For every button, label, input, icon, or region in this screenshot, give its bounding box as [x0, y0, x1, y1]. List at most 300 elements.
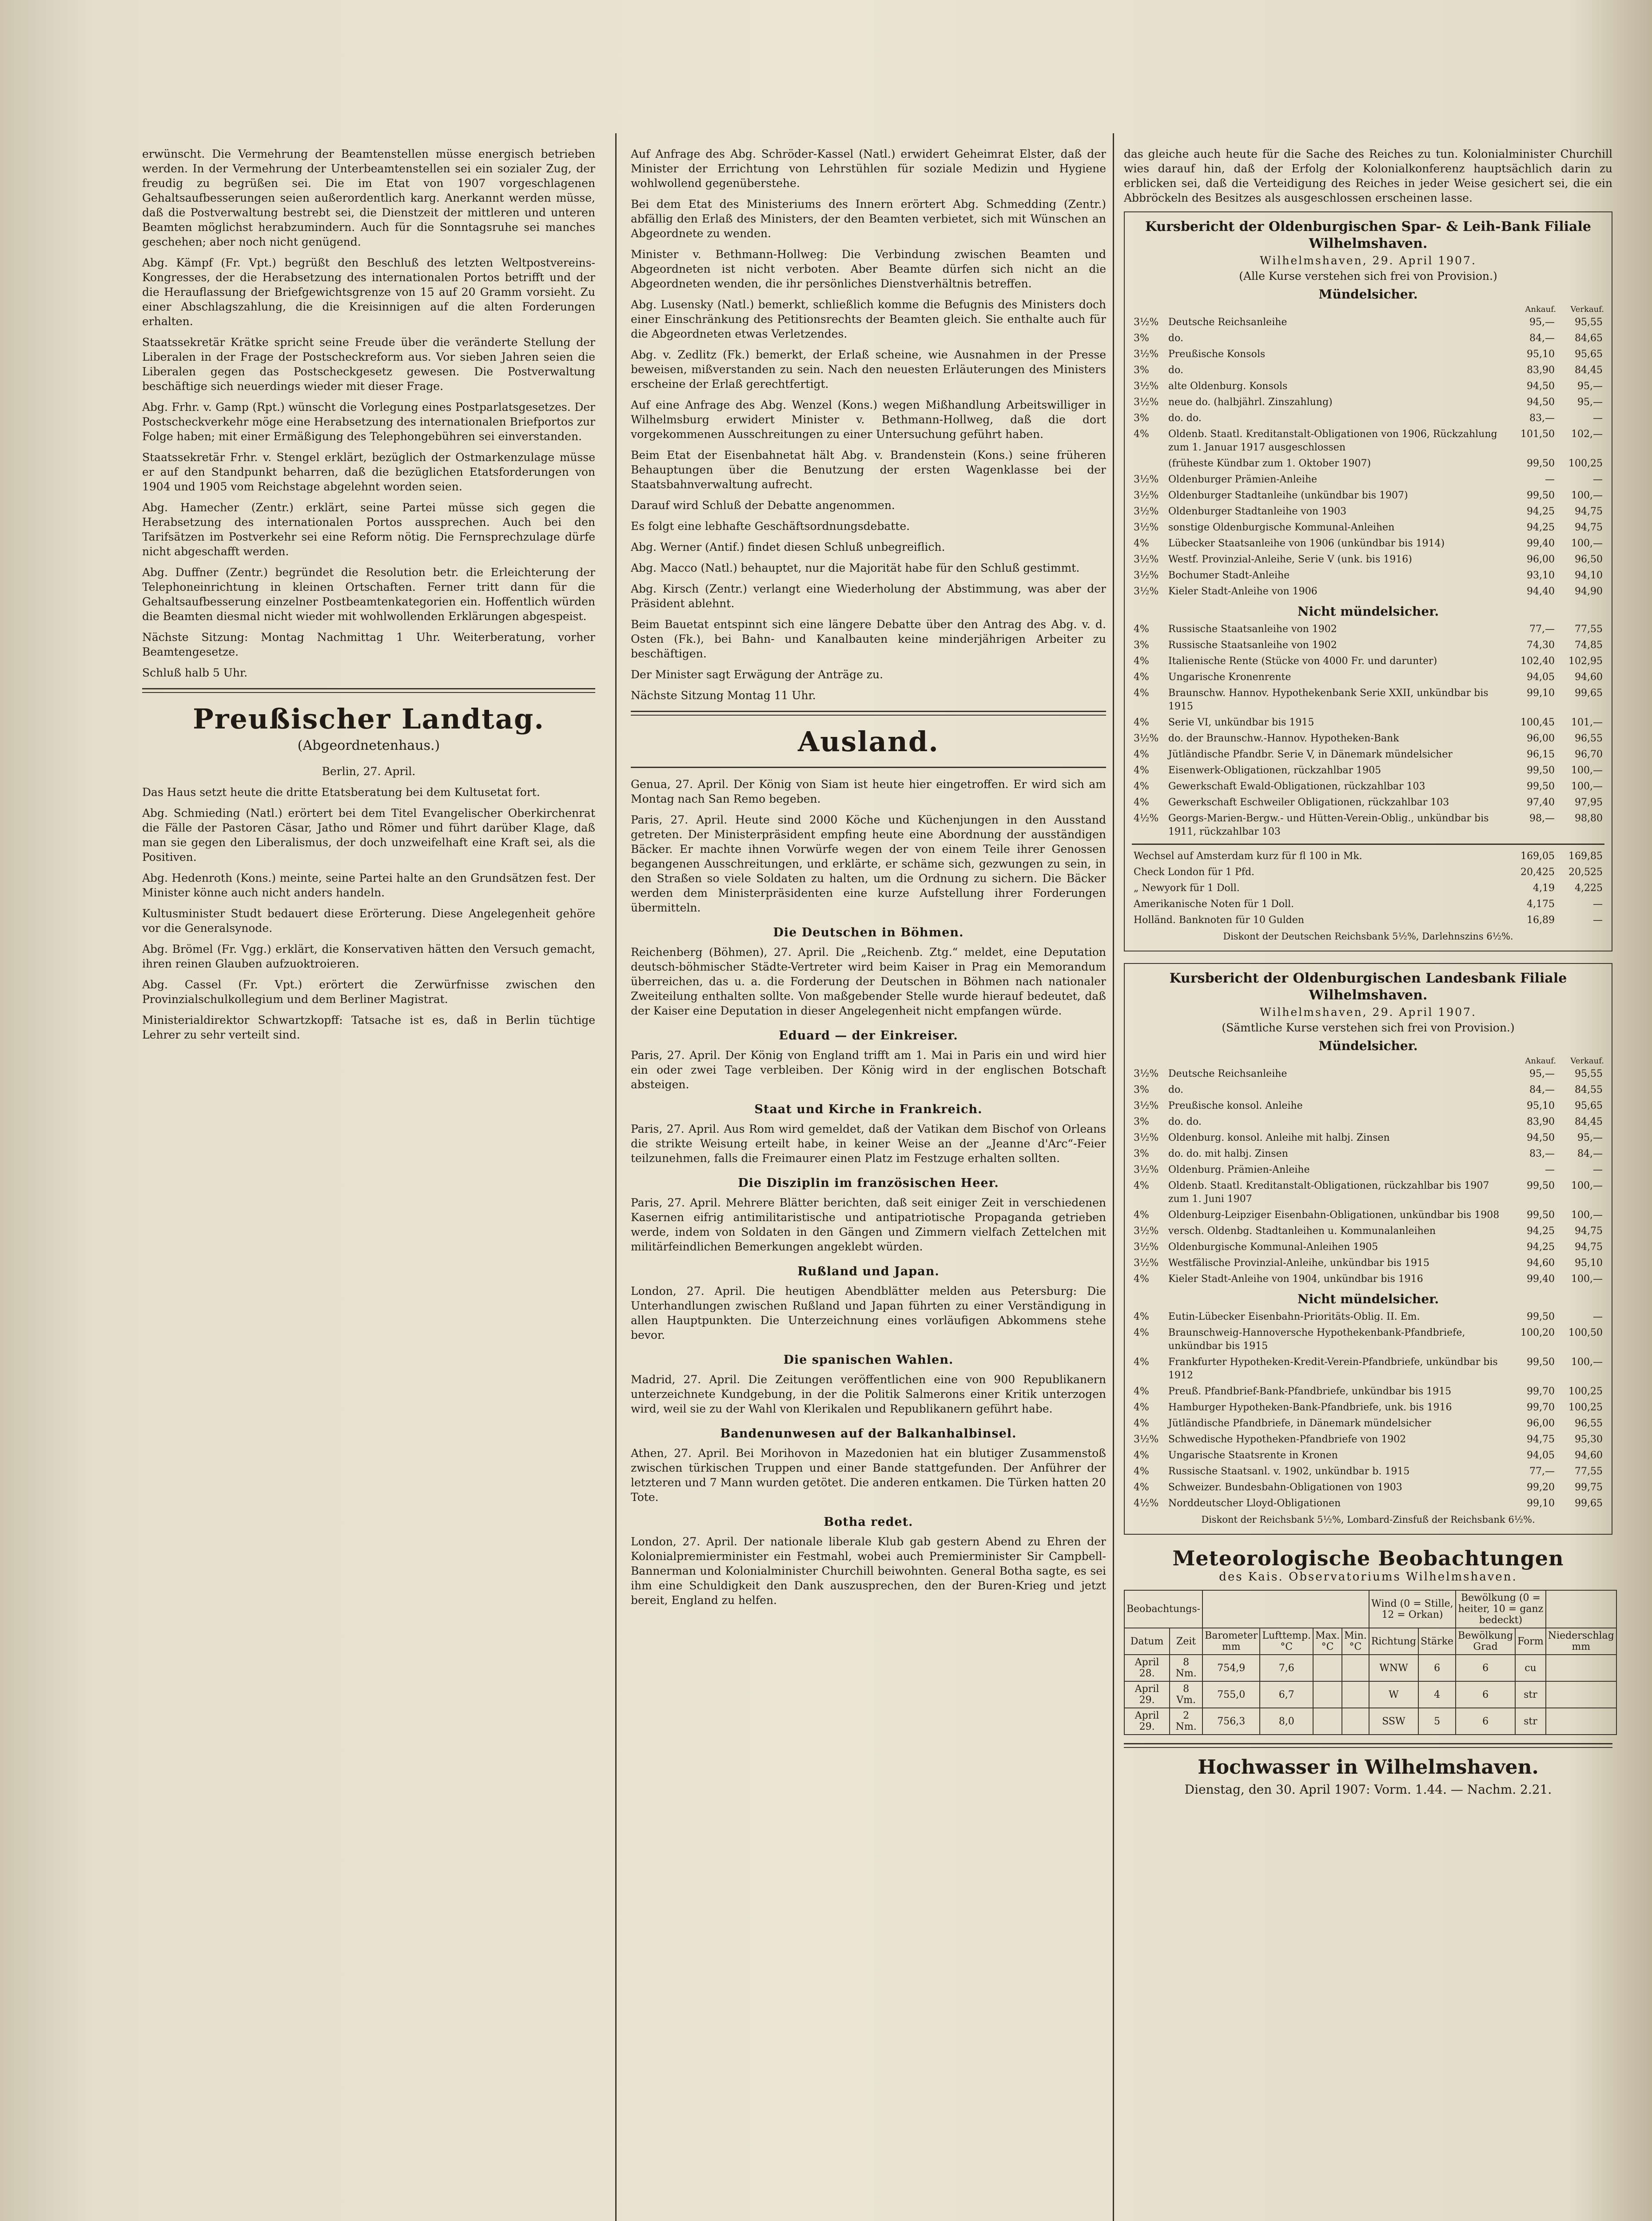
rate-verkauf: 96,55: [1575, 733, 1603, 744]
rate-ankauf: 94,05: [1527, 672, 1555, 683]
met-cell: April 29.: [1124, 1708, 1170, 1735]
section-text: Reichenberg (Böhmen), 27. April. Die „Reichenb. Ztg.“ meldet, eine Deputation deutsch-böhmischer Städte-Vertreter wird beim Kaiser in Prag ein Memorandum überreichen, das u. a. die Forderung der Deutschen in Böhmen nach nationaler Zweiteilung enthalten sollte. Von maßgebender Stelle wurde hierauf bedeutet, daß der Kaiser eine Deputation in dieser Angelegenheit nicht empfangen würde.: [631, 946, 1106, 1017]
rate-name: Deutsche Reichsanleihe: [1168, 317, 1287, 328]
rate-percent: 3½%: [1134, 381, 1159, 392]
rate-name: Oldenburg-Leipziger Eisenbahn-Obligationen, unkündbar bis 1908: [1168, 1210, 1500, 1221]
met-cell: SSW: [1369, 1708, 1418, 1735]
news-section: [631, 1176, 1106, 1254]
rate-name: do.: [1168, 333, 1183, 344]
article-paragraph: Nächste Sitzung: Montag Nachmittag 1 Uhr. Weiterberatung, vorher Beamtengesetze.: [142, 631, 595, 658]
rate-ankauf: 83,—: [1529, 1148, 1555, 1159]
rate-ankauf: 74,30: [1527, 640, 1555, 651]
rate-percent: 4%: [1134, 688, 1149, 699]
section-title: Die Deutschen in Böhmen.: [773, 926, 964, 939]
rate-verkauf: —: [1593, 1311, 1603, 1322]
rate-ankauf: 102,40: [1521, 656, 1555, 667]
rate-verkauf: 102,95: [1568, 656, 1603, 667]
section-title: Rußland und Japan.: [797, 1265, 939, 1278]
rate-name: Lübecker Staatsanleihe von 1906 (unkündbar bis 1914): [1168, 538, 1445, 549]
met-header: Niederschlag mm: [1546, 1628, 1616, 1655]
rate-verkauf: 94,75: [1575, 1226, 1603, 1237]
news-section: [631, 1515, 1106, 1608]
met-cell: 5: [1418, 1708, 1456, 1735]
rate-name: Preußische Konsols: [1168, 349, 1266, 360]
rate-verkauf: 95,—: [1577, 397, 1603, 408]
rate-verkauf: 100,50: [1568, 1327, 1603, 1338]
rate-row: [1132, 1271, 1604, 1287]
rate-verkauf: 84,45: [1575, 1116, 1603, 1127]
box-title: Kursbericht der Oldenburgischen Landesbank Filiale Wilhelmshaven.: [1169, 971, 1567, 1003]
landtag-paragraph: Berlin, 27. April.: [322, 765, 416, 778]
rate-name: Oldenburg. konsol. Anleihe mit halbj. Zinsen: [1168, 1132, 1390, 1143]
fx-row: [1132, 848, 1604, 864]
article-paragraph: Auf eine Anfrage des Abg. Wenzel (Kons.) wegen Mißhandlung Arbeitswilliger in Wilhelmsburg erwidert Minister v. Bethmann-Hollweg, daß die dort vorgekommenen Ausschreitungen zu einer Untersuchung geführt haben.: [631, 398, 1106, 441]
rate-verkauf: 100,—: [1571, 1180, 1603, 1191]
rate-percent: 4%: [1134, 656, 1149, 667]
news-section: [631, 1353, 1106, 1416]
rates-table: [1132, 304, 1604, 600]
rate-ankauf: 94,75: [1527, 1434, 1555, 1445]
rate-verkauf: 95,10: [1575, 1258, 1603, 1269]
rate-ankauf: 96,00: [1527, 733, 1555, 744]
rate-percent: 3½%: [1134, 490, 1159, 501]
rate-name: Preuß. Pfandbrief-Bank-Pfandbriefe, unkündbar bis 1915: [1168, 1386, 1452, 1397]
landtag-paragraph: Abg. Brömel (Fr. Vgg.) erklärt, die Konservativen hätten den Versuch gemacht, ihren reinen Glauben aufzuoktroieren.: [142, 943, 595, 970]
rate-row: [1132, 1400, 1604, 1416]
rate-row: [1132, 536, 1604, 552]
met-cell: 756,3: [1202, 1708, 1260, 1735]
met-row: [1124, 1655, 1616, 1681]
hochwasser-line: Dienstag, den 30. April 1907: Vorm. 1.44. — Nachm. 2.21.: [1184, 1782, 1552, 1797]
rate-percent: 3½%: [1134, 570, 1159, 581]
section-text: Paris, 27. April. Mehrere Blätter berichten, daß seit einiger Zeit in verschiedenen Kasernen eifrig antimilitaristische und antipatriotische Propaganda getrieben werde, indem von Soldaten in den Gängen und Zimmern vielfach Zettelchen mit militärfeindlichen Bemerkungen angeklebt würden.: [631, 1196, 1106, 1253]
rate-ankauf: 94,40: [1527, 586, 1555, 597]
met-cell: 2 Nm.: [1170, 1708, 1202, 1735]
met-header: Form: [1515, 1628, 1546, 1655]
rate-verkauf: 77,55: [1575, 624, 1603, 635]
rate-ankauf: 99,10: [1527, 688, 1555, 699]
fx-row: [1132, 912, 1604, 928]
rate-verkauf: 95,65: [1575, 349, 1603, 360]
fx-row: [1132, 880, 1604, 896]
article-paragraph: Auf Anfrage des Abg. Schröder-Kassel (Natl.) erwidert Geheimrat Elster, daß der Minister der Errichtung von Lehrstühlen für soziale Medizin und Hygiene wohlwollend gegenüberstehe.: [631, 147, 1106, 190]
met-cell: 6,7: [1260, 1681, 1313, 1708]
rate-ankauf: 94,05: [1527, 1450, 1555, 1461]
divider: [1132, 844, 1604, 845]
col-verkauf: Verkauf.: [1570, 305, 1604, 314]
rate-ankauf: 94,60: [1527, 1258, 1555, 1269]
met-table: [1124, 1590, 1617, 1735]
met-cell: 4: [1418, 1681, 1456, 1708]
met-cell: 6: [1456, 1655, 1515, 1681]
rate-percent: 3%: [1134, 1116, 1149, 1127]
met-group-cloud: Bewölkung (0 = heiter, 10 = ganz bedeckt): [1456, 1590, 1546, 1628]
rate-percent: 4%: [1134, 765, 1149, 776]
met-cell: [1342, 1655, 1369, 1681]
rate-row: [1132, 1480, 1604, 1496]
rate-row: [1132, 1207, 1604, 1223]
rate-row: [1132, 621, 1604, 637]
met-cell: 6: [1418, 1655, 1456, 1681]
rate-percent: 3½%: [1134, 317, 1159, 328]
landtag-paragraph: Abg. Cassel (Fr. Vpt.) erörtert die Zerwürfnisse zwischen den Provinzialschulkollegium und dem Berliner Magistrat.: [142, 978, 595, 1006]
rates-table: [1132, 621, 1604, 840]
rate-row: [1132, 346, 1604, 362]
rate-row: [1132, 1325, 1604, 1354]
rate-name: do. do.: [1168, 1116, 1202, 1127]
landtag-paragraph: Das Haus setzt heute die dritte Etatsberatung bei dem Kultusetat fort.: [142, 786, 540, 799]
rate-verkauf: 96,55: [1575, 1418, 1603, 1429]
rate-name: Norddeutscher Lloyd-Obligationen: [1168, 1498, 1341, 1509]
met-cell: [1313, 1681, 1342, 1708]
met-row: [1124, 1708, 1616, 1735]
rate-row: [1132, 1354, 1604, 1384]
box-note: (Alle Kurse verstehen sich frei von Provision.): [1239, 270, 1497, 283]
rate-percent: 4%: [1134, 717, 1149, 728]
rate-ankauf: 94,25: [1527, 506, 1555, 517]
rate-row: [1132, 472, 1604, 488]
rate-row: [1132, 1082, 1604, 1098]
rate-verkauf: 96,50: [1575, 554, 1603, 565]
box-head: Mündelsicher.: [1318, 1039, 1418, 1053]
rate-row: [1132, 763, 1604, 779]
met-header: Max. °C: [1313, 1628, 1342, 1655]
article-paragraph: Nächste Sitzung Montag 11 Uhr.: [631, 689, 816, 702]
section-text: Paris, 27. April. Der König von England trifft am 1. Mai in Paris ein und wird hier ein oder zwei Tage verbleiben. Der König wird in der englischen Botschaft absteigen.: [631, 1049, 1106, 1091]
fx-verkauf: 169,85: [1568, 851, 1603, 862]
article-paragraph: erwünscht. Die Vermehrung der Beamtenstellen müsse energisch betrieben werden. In der Vermehrung der Unterbeamtenstellen sei ein sozialer Zug, der freudig zu begrüßen sei. Die im Etat von 1907 vorgeschlagenen Gehaltsaufbesserungen seien außerordentlich karg. Anerkannt werden müsse, daß die Postverwaltung bestrebt sei, die Dienstzeit der mittleren und unteren Beamten möglichst herabzumindern. Auch für die Sonntagsruhe sei manches geschehen; aber noch nicht genügend.: [142, 147, 595, 248]
rate-percent: 4%: [1134, 429, 1149, 440]
rate-ankauf: 95,—: [1529, 1068, 1555, 1079]
section-title: Eduard — der Einkreiser.: [779, 1029, 958, 1043]
met-cell: WNW: [1369, 1655, 1418, 1681]
rate-ankauf: 94,25: [1527, 1226, 1555, 1237]
rate-row: [1132, 1309, 1604, 1325]
rate-ankauf: 94,50: [1527, 397, 1555, 408]
rate-ankauf: 94,25: [1527, 522, 1555, 533]
met-header: Min. °C: [1342, 1628, 1369, 1655]
rate-row: [1132, 504, 1604, 520]
rate-row: [1132, 520, 1604, 536]
box-head: Nicht mündelsicher.: [1297, 604, 1439, 619]
rate-verkauf: 100,25: [1568, 1386, 1603, 1397]
box-title: Kursbericht der Oldenburgischen Spar- & Leih-Bank Filiale Wilhelmshaven.: [1145, 219, 1591, 251]
rate-name: Eutin-Lübecker Eisenbahn-Prioritäts-Oblig. II. Em.: [1168, 1311, 1420, 1322]
met-cell: 8 Nm.: [1170, 1655, 1202, 1681]
rate-ankauf: 84,—: [1529, 333, 1555, 344]
landtag-paragraph: Ministerialdirektor Schwartzkopff: Tatsache ist es, daß in Berlin tüchtige Lehrer zu sehr verteilt sind.: [142, 1014, 595, 1041]
met-cell: [1313, 1655, 1342, 1681]
rate-percent: [1132, 456, 1166, 472]
news-section: [631, 1427, 1106, 1505]
rate-row: [1132, 1066, 1604, 1082]
article-paragraph: Es folgt eine lebhafte Geschäftsordnungsdebatte.: [631, 520, 910, 533]
rate-verkauf: 100,—: [1571, 781, 1603, 792]
met-row: [1124, 1681, 1616, 1708]
rate-ankauf: 99,50: [1527, 1311, 1555, 1322]
article-paragraph: Staatssekretär Krätke spricht seine Freude über die veränderte Stellung der Liberalen in der Frage der Postscheckreform aus. Vor sieben Jahren seien die Liberalen gegen das Postscheckgesetz gewesen. Die Postverwaltung beschäftige sich neuerdings wieder mit dieser Frage.: [142, 336, 595, 393]
met-cell: cu: [1515, 1655, 1546, 1681]
article-paragraph: Bei dem Etat des Ministeriums des Innern erörtert Abg. Schmedding (Zentr.) abfällig den Erlaß des Ministers, der den Beamten verbietet, sich mit Wünschen an Abgeordnete zu wenden.: [631, 198, 1106, 240]
rate-row: [1132, 747, 1604, 763]
rate-ankauf: 95,—: [1529, 317, 1555, 328]
met-cell: April 28.: [1124, 1655, 1170, 1681]
fx-name: „ Newyork für 1 Doll.: [1134, 883, 1240, 894]
rate-name: Russische Staatsanleihe von 1902: [1168, 640, 1337, 651]
rate-name: Westfälische Provinzial-Anleihe, unkündbar bis 1915: [1168, 1258, 1430, 1269]
rate-ankauf: 99,70: [1527, 1402, 1555, 1413]
col-ankauf: Ankauf.: [1525, 1056, 1556, 1066]
rate-row: [1132, 1146, 1604, 1162]
rate-percent: 3%: [1134, 333, 1149, 344]
met-header: Lufttemp. °C: [1260, 1628, 1313, 1655]
rate-name: do. der Braunschw.-Hannov. Hypotheken-Bank: [1168, 733, 1399, 744]
article-paragraph: das gleiche auch heute für die Sache des Reiches zu tun. Kolonialminister Churchill wies darauf hin, daß der Erfolg der Kolonialkonferenz hauptsächlich darin zu erblicken sei, daß die Verteidigung des Reiches in jeder Weise gesichert sei, die ein Abbröckeln des Besitzes als ausgeschlossen erscheinen lasse.: [1124, 147, 1612, 204]
column-1: [142, 147, 595, 1048]
rate-name: Preußische konsol. Anleihe: [1168, 1100, 1303, 1111]
rate-name: versch. Oldenbg. Stadtanleihen u. Kommunalanleihen: [1168, 1226, 1436, 1237]
kursbericht-spar-leih-bank: [1124, 211, 1612, 951]
rate-name: Gewerkschaft Ewald-Obligationen, rückzahlbar 103: [1168, 781, 1425, 792]
rate-name: alte Oldenburg. Konsols: [1168, 381, 1288, 392]
section-text: London, 27. April. Der nationale liberale Klub gab gestern Abend zu Ehren der Kolonialpremierminister ein Festmahl, wobei auch Premierminister Sir Campbell-Bannerman und Kolonialminister Churchill beiwohnten. General Botha sagte, es sei ihm eine Schuldigkeit den Dank auszusprechen, den der Buren-Krieg und jetzt bereit, England zu helfen.: [631, 1535, 1106, 1607]
rate-name: Oldenb. Staatl. Kreditanstalt-Obligationen, rückzahlbar bis 1907 zum 1. Juni 1907: [1168, 1180, 1489, 1205]
rate-row: [1132, 1255, 1604, 1271]
met-cell: [1342, 1681, 1369, 1708]
news-section: [631, 1265, 1106, 1342]
fx-verkauf: —: [1593, 899, 1603, 910]
rate-row: [1132, 779, 1604, 795]
rate-row: [1132, 552, 1604, 568]
rate-row: [1132, 568, 1604, 584]
rate-row: [1132, 1384, 1604, 1400]
met-cell: str: [1515, 1681, 1546, 1708]
met-cell: 8 Vm.: [1170, 1681, 1202, 1708]
rate-ankauf: 77,—: [1529, 624, 1555, 635]
fx-ankauf: 4,175: [1527, 899, 1555, 910]
rate-ankauf: 99,50: [1527, 1210, 1555, 1221]
rate-verkauf: 97,95: [1575, 797, 1603, 808]
rate-verkauf: 99,75: [1575, 1482, 1603, 1493]
ausland-paragraph: Paris, 27. April. Heute sind 2000 Köche und Küchenjungen in den Ausstand getreten. Der Ministerpräsident empfing heute eine Abordnung der ausständigen Bäcker. Er machte ihnen Vorwürfe wegen der von einem Teile ihrer Genossen begangenen Ausschreitungen, und erklärte, er schäme sich, gezwungen zu sein, in den Straßen so viele Soldaten zu halten, um die Ordnung zu sichern. Die Bäcker werden dem Ministerpräsidenten eine kurze Aufstellung ihrer Forderungen übermitteln.: [631, 813, 1106, 914]
rate-percent: 3%: [1134, 1148, 1149, 1159]
section-title: Die Disziplin im französischen Heer.: [738, 1176, 999, 1190]
section-divider: [1124, 1743, 1612, 1748]
met-cell: [1342, 1708, 1369, 1735]
rate-row: [1132, 362, 1604, 378]
section-text: Madrid, 27. April. Die Zeitungen veröffentlichen eine von 900 Republikanern unterzeichnete Kundgebung, in der die Politik Salmerons einer Kritik unterzogen wird, weil sie zu der Wahl von Klerikalen und Republikanern geführt habe.: [631, 1373, 1106, 1415]
article-paragraph: Beim Etat der Eisenbahnetat hält Abg. v. Brandenstein (Kons.) seine früheren Behauptungen über die Benutzung der ersten Wagenklasse bei der Staatsbahnverwaltung aufrecht.: [631, 449, 1106, 491]
column-rule-1: [615, 133, 617, 2221]
rate-percent: 4%: [1134, 1311, 1149, 1322]
rate-ankauf: 83,—: [1529, 413, 1555, 424]
met-cell: str: [1515, 1708, 1546, 1735]
rate-percent: 3%: [1134, 640, 1149, 651]
rate-verkauf: 100,25: [1568, 1402, 1603, 1413]
rate-name: Russische Staatsanl. v. 1902, unkündbar b. 1915: [1168, 1466, 1410, 1477]
rate-percent: 4%: [1134, 1210, 1149, 1221]
rate-verkauf: 94,75: [1575, 1242, 1603, 1253]
fx-table: [1132, 848, 1604, 928]
rate-name: Oldenburger Stadtanleihe (unkündbar bis 1907): [1168, 490, 1408, 501]
rate-percent: 3½%: [1134, 1242, 1159, 1253]
rate-verkauf: 96,70: [1575, 749, 1603, 760]
fx-row: [1132, 896, 1604, 912]
rate-percent: 4½%: [1134, 813, 1159, 824]
rate-verkauf: 94,75: [1575, 522, 1603, 533]
fx-ankauf: 20,425: [1521, 867, 1555, 878]
hochwasser-title: Hochwasser in Wilhelmshaven.: [1198, 1756, 1539, 1779]
rate-row: [1132, 669, 1604, 685]
rate-name: do.: [1168, 1084, 1183, 1095]
rate-percent: 4%: [1134, 1450, 1149, 1461]
rate-row: [1132, 715, 1604, 731]
rate-row: [1132, 1239, 1604, 1255]
rate-row: [1132, 653, 1604, 669]
rate-ankauf: 94,25: [1527, 1242, 1555, 1253]
met-cell: 754,9: [1202, 1655, 1260, 1681]
rate-ankauf: 99,50: [1527, 765, 1555, 776]
rate-ankauf: 99,50: [1527, 1180, 1555, 1191]
col-ankauf: Ankauf.: [1525, 305, 1556, 314]
rate-verkauf: 84,45: [1575, 365, 1603, 376]
rate-percent: 3½%: [1134, 1164, 1159, 1175]
news-section: [631, 1029, 1106, 1092]
met-cell: April 29.: [1124, 1681, 1170, 1708]
news-section: [631, 926, 1106, 1018]
rate-verkauf: —: [1593, 1164, 1603, 1175]
rate-ankauf: 83,90: [1527, 365, 1555, 376]
rate-row: [1132, 1114, 1604, 1130]
rate-row: [1132, 330, 1604, 346]
rates-table: [1132, 1309, 1604, 1512]
rate-name: Georgs-Marien-Bergw.- und Hütten-Verein-Oblig., unkündbar bis 1911, rückzahlbar 103: [1168, 813, 1489, 837]
rate-verkauf: 94,60: [1575, 672, 1603, 683]
rate-percent: 4%: [1134, 1274, 1149, 1285]
rate-row: [1132, 1464, 1604, 1480]
rate-row: [1132, 795, 1604, 811]
article-paragraph: Schluß halb 5 Uhr.: [142, 666, 248, 679]
met-header: Datum: [1124, 1628, 1170, 1655]
box-head: Nicht mündelsicher.: [1297, 1292, 1439, 1306]
news-section: [631, 1103, 1106, 1166]
rate-verkauf: 94,75: [1575, 506, 1603, 517]
rate-ankauf: 99,40: [1527, 1274, 1555, 1285]
rate-ankauf: 98,—: [1529, 813, 1555, 824]
rate-verkauf: 84,65: [1575, 333, 1603, 344]
rate-verkauf: 95,55: [1575, 1068, 1603, 1079]
rate-ankauf: 100,45: [1521, 717, 1555, 728]
rate-name: Frankfurter Hypotheken-Kredit-Verein-Pfandbriefe, unkündbar bis 1912: [1168, 1357, 1498, 1381]
rate-name: Hamburger Hypotheken-Bank-Pfandbriefe, unk. bis 1916: [1168, 1402, 1452, 1413]
rate-ankauf: 96,00: [1527, 554, 1555, 565]
rate-row: [1132, 410, 1604, 426]
article-paragraph: Minister v. Bethmann-Hollweg: Die Verbindung zwischen Beamten und Abgeordneten ist nicht verboten. Aber Beamte dürfen sich nicht an die Abgeordneten wenden, die ihr persönliches Dienstverhältnis betreffen.: [631, 248, 1106, 290]
met-header: Bewölkung Grad: [1456, 1628, 1515, 1655]
rate-name: Braunschw. Hannov. Hypothekenbank Serie XXII, unkündbar bis 1915: [1168, 688, 1489, 712]
rate-verkauf: —: [1593, 474, 1603, 485]
rate-name: Oldenburger Prämien-Anleihe: [1168, 474, 1318, 485]
rate-ankauf: 99,70: [1527, 1386, 1555, 1397]
rate-name: Kieler Stadt-Anleihe von 1906: [1168, 586, 1318, 597]
fx-name: Wechsel auf Amsterdam kurz für fl 100 in Mk.: [1134, 851, 1362, 862]
rate-row: [1132, 314, 1604, 330]
rate-verkauf: 100,25: [1568, 458, 1603, 469]
rate-percent: 4%: [1134, 1466, 1149, 1477]
rate-row: [1132, 394, 1604, 410]
rate-percent: 4%: [1134, 538, 1149, 549]
landtag-paragraph: Abg. Hedenroth (Kons.) meinte, seine Partei halte an den Grundsätzen fest. Der Minister könne auch nicht anders handeln.: [142, 872, 595, 899]
box-head: Mündelsicher.: [1318, 287, 1418, 302]
rate-ankauf: —: [1545, 474, 1555, 485]
rate-ankauf: 99,50: [1527, 490, 1555, 501]
fx-name: Amerikanische Noten für 1 Doll.: [1134, 899, 1294, 910]
fx-ankauf: 4,19: [1533, 883, 1555, 894]
article-paragraph: Abg. Hamecher (Zentr.) erklärt, seine Partei müsse sich gegen die Herabsetzung des internationalen Portos aussprechen. Auch bei den Tarifsätzen im Postverkehr sei eine Reform nötig. Die Fernsprechzulage dürfe nicht abgeschafft werden.: [142, 501, 595, 558]
met-cell: [1546, 1681, 1616, 1708]
rate-row: [1132, 811, 1604, 840]
article-paragraph: Beim Bauetat entspinnt sich eine längere Debatte über den Antrag des Abg. v. d. Osten (Fk.), bei Bahn- und Kanalbauten keine minderjährigen Arbeiter zu beschäftigen.: [631, 618, 1106, 660]
rate-name: Serie VI, unkündbar bis 1915: [1168, 717, 1314, 728]
rate-verkauf: 95,55: [1575, 317, 1603, 328]
rate-verkauf: 98,80: [1575, 813, 1603, 824]
rate-verkauf: 95,30: [1575, 1434, 1603, 1445]
rate-ankauf: 99,50: [1527, 781, 1555, 792]
fx-row: [1132, 864, 1604, 880]
rate-percent: 3%: [1134, 365, 1149, 376]
rate-verkauf: 99,65: [1575, 688, 1603, 699]
rate-percent: 3½%: [1134, 733, 1159, 744]
section-title: Die spanischen Wahlen.: [783, 1353, 954, 1367]
article-paragraph: Staatssekretär Frhr. v. Stengel erklärt, bezüglich der Ostmarkenzulage müsse er auf den Standpunkt beharren, daß die bezüglichen Etatsforderungen von 1904 und 1905 vom Reichstage abgelehnt worden seien.: [142, 451, 595, 493]
rate-percent: 3½%: [1134, 554, 1159, 565]
rate-percent: 4½%: [1134, 1498, 1159, 1509]
rate-name: Ungarische Kronenrente: [1168, 672, 1291, 683]
rate-verkauf: 99,65: [1575, 1498, 1603, 1509]
rate-ankauf: 99,10: [1527, 1498, 1555, 1509]
rate-verkauf: 102,—: [1571, 429, 1603, 440]
met-cell: 8,0: [1260, 1708, 1313, 1735]
rate-percent: 4%: [1134, 1327, 1149, 1338]
rate-name: do. do.: [1168, 413, 1202, 424]
rate-name: (früheste Kündbar zum 1. Oktober 1907): [1168, 458, 1371, 469]
rate-verkauf: 95,—: [1577, 381, 1603, 392]
rate-name: neue do. (halbjährl. Zinszahlung): [1168, 397, 1333, 408]
rate-row: [1132, 1432, 1604, 1448]
rate-verkauf: 100,—: [1571, 1210, 1603, 1221]
rate-name: Braunschweig-Hannoversche Hypothekenbank-Pfandbriefe, unkündbar bis 1915: [1168, 1327, 1465, 1352]
rate-percent: 3%: [1134, 1084, 1149, 1095]
landtag-paragraph: Abg. Schmieding (Natl.) erörtert bei dem Titel Evangelischer Oberkirchenrat die Fälle der Pastoren Cäsar, Jatho und Römer und führt darüber Klage, daß man sie gegen den Liberalismus, der doch unzweifelhaft eine Kraft sei, als die Positiven.: [142, 807, 595, 864]
rate-ankauf: 99,20: [1527, 1482, 1555, 1493]
rate-ankauf: 95,10: [1527, 1100, 1555, 1111]
landtag-subtitle: (Abgeordnetenhaus.): [297, 738, 440, 753]
rate-name: Oldenb. Staatl. Kreditanstalt-Obligationen von 1906, Rückzahlung zum 1. Januar 1917 ausgeschlossen: [1168, 429, 1497, 453]
rate-percent: 3½%: [1134, 1258, 1159, 1269]
rate-ankauf: 97,40: [1527, 797, 1555, 808]
met-header: Stärke: [1418, 1628, 1456, 1655]
rate-row: [1132, 426, 1604, 456]
rate-row: [1132, 1496, 1604, 1512]
article-paragraph: Der Minister sagt Erwägung der Anträge zu.: [631, 668, 884, 681]
rate-verkauf: 100,—: [1571, 538, 1603, 549]
rate-verkauf: 84,55: [1575, 1084, 1603, 1095]
rate-percent: 3%: [1134, 413, 1149, 424]
rate-ankauf: 100,20: [1521, 1327, 1555, 1338]
rate-row: [1132, 1162, 1604, 1178]
section-text: Athen, 27. April. Bei Morihovon in Mazedonien hat ein blutiger Zusammenstoß zwischen türkischen Truppen und einer Bande stattgefunden. Der Anführer der letzteren und 7 Mann wurden getötet. Die anderen entkamen. Die Türken hatten 20 Tote.: [631, 1447, 1106, 1504]
rate-ankauf: 99,40: [1527, 538, 1555, 549]
